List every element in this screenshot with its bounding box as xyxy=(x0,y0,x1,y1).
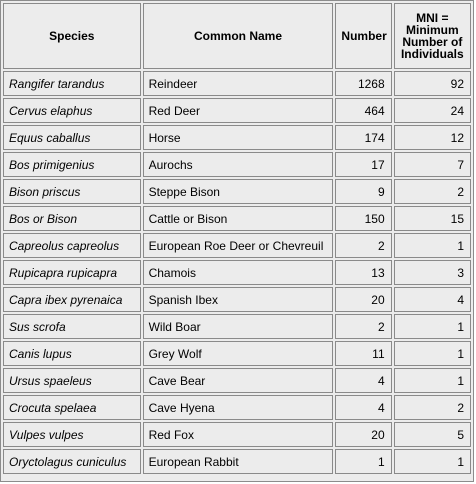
species-cell: Capreolus capreolus xyxy=(3,233,141,258)
common-name-cell: Chamois xyxy=(143,260,334,285)
table-row xyxy=(3,125,471,150)
table-row xyxy=(3,314,471,339)
common-name-cell: Reindeer xyxy=(143,71,334,96)
species-cell: Cervus elaphus xyxy=(3,98,141,123)
mni-cell: 2 xyxy=(394,395,471,420)
common-name-cell: Steppe Bison xyxy=(143,179,334,204)
number-column-header: Number xyxy=(335,3,391,69)
number-cell: 464 xyxy=(335,98,391,123)
table-row xyxy=(3,368,471,393)
table-row xyxy=(3,395,471,420)
mni-cell: 1 xyxy=(394,449,471,474)
mni-cell: 3 xyxy=(394,260,471,285)
common-name-cell: European Roe Deer or Chevreuil xyxy=(143,233,334,258)
table-row xyxy=(3,287,471,312)
number-cell: 11 xyxy=(335,341,391,366)
species-cell: Equus caballus xyxy=(3,125,141,150)
number-cell: 174 xyxy=(335,125,391,150)
number-cell: 2 xyxy=(335,314,391,339)
table-row xyxy=(3,179,471,204)
common-name-cell: Cave Hyena xyxy=(143,395,334,420)
species-cell: Rupicapra rupicapra xyxy=(3,260,141,285)
species-cell: Capra ibex pyrenaica xyxy=(3,287,141,312)
table-row xyxy=(3,260,471,285)
species-cell: Bos or Bison xyxy=(3,206,141,231)
species-cell: Crocuta spelaea xyxy=(3,395,141,420)
number-cell: 20 xyxy=(335,422,391,447)
common-name-cell: Cattle or Bison xyxy=(143,206,334,231)
species-cell: Oryctolagus cuniculus xyxy=(3,449,141,474)
table-row xyxy=(3,422,471,447)
common-name-column-header: Common Name xyxy=(143,3,334,69)
mni-cell: 24 xyxy=(394,98,471,123)
common-name-cell: Red Fox xyxy=(143,422,334,447)
mni-cell: 4 xyxy=(394,287,471,312)
mni-cell: 1 xyxy=(394,314,471,339)
mni-cell: 5 xyxy=(394,422,471,447)
species-cell: Sus scrofa xyxy=(3,314,141,339)
table-row xyxy=(3,71,471,96)
species-table xyxy=(1,1,473,476)
species-cell: Canis lupus xyxy=(3,341,141,366)
number-cell: 4 xyxy=(335,395,391,420)
table-row xyxy=(3,341,471,366)
species-cell: Bos primigenius xyxy=(3,152,141,177)
table-body xyxy=(3,71,471,474)
number-cell: 1 xyxy=(335,449,391,474)
number-cell: 20 xyxy=(335,287,391,312)
table-header-row xyxy=(3,3,471,69)
number-cell: 17 xyxy=(335,152,391,177)
common-name-cell: Cave Bear xyxy=(143,368,334,393)
mni-cell: 1 xyxy=(394,368,471,393)
table-row xyxy=(3,98,471,123)
mni-cell: 1 xyxy=(394,341,471,366)
mni-cell: 15 xyxy=(394,206,471,231)
common-name-cell: Spanish Ibex xyxy=(143,287,334,312)
table-row xyxy=(3,233,471,258)
number-cell: 1268 xyxy=(335,71,391,96)
mni-cell: 1 xyxy=(394,233,471,258)
table-row xyxy=(3,152,471,177)
common-name-cell: Horse xyxy=(143,125,334,150)
mni-cell: 12 xyxy=(394,125,471,150)
species-cell: Vulpes vulpes xyxy=(3,422,141,447)
species-cell: Rangifer tarandus xyxy=(3,71,141,96)
number-cell: 4 xyxy=(335,368,391,393)
species-cell: Ursus spaeleus xyxy=(3,368,141,393)
common-name-cell: Wild Boar xyxy=(143,314,334,339)
species-column-header: Species xyxy=(3,3,141,69)
common-name-cell: Grey Wolf xyxy=(143,341,334,366)
mni-cell: 7 xyxy=(394,152,471,177)
number-cell: 2 xyxy=(335,233,391,258)
number-cell: 150 xyxy=(335,206,391,231)
number-cell: 13 xyxy=(335,260,391,285)
common-name-cell: Aurochs xyxy=(143,152,334,177)
table-row xyxy=(3,206,471,231)
mni-cell: 92 xyxy=(394,71,471,96)
table-row xyxy=(3,449,471,474)
common-name-cell: Red Deer xyxy=(143,98,334,123)
common-name-cell: European Rabbit xyxy=(143,449,334,474)
mni-column-header: MNI = Minimum Number of Individuals xyxy=(394,3,471,69)
number-cell: 9 xyxy=(335,179,391,204)
mni-cell: 2 xyxy=(394,179,471,204)
species-cell: Bison priscus xyxy=(3,179,141,204)
